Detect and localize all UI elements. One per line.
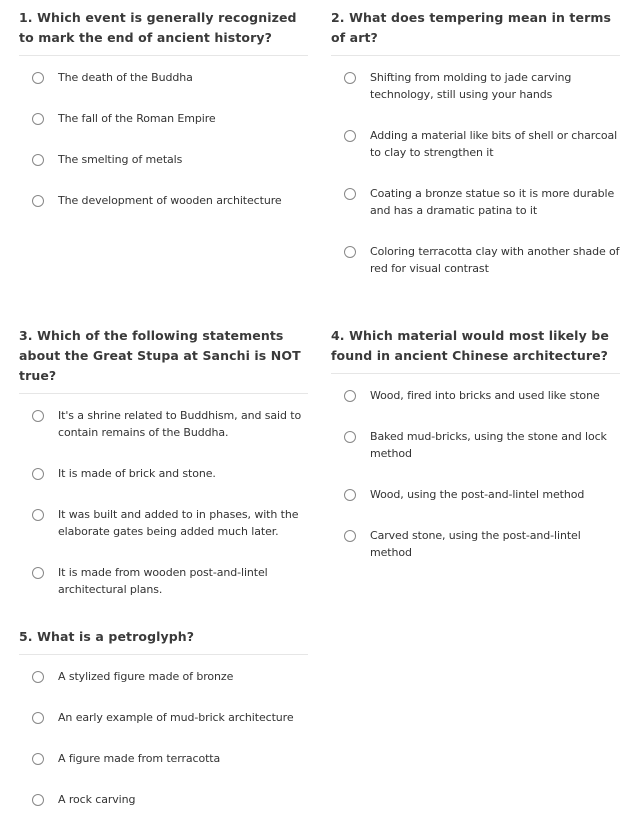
question-4-options [331, 388, 620, 561]
option-label: It is made of brick and stone. [58, 467, 216, 480]
radio-button[interactable] [344, 130, 356, 142]
option-label: The fall of the Roman Empire [58, 112, 216, 125]
option-label: An early example of mud-brick architecture [58, 711, 294, 724]
radio-button[interactable] [32, 671, 44, 683]
question-3-option-3[interactable] [19, 507, 308, 540]
option-label: Coating a bronze statue so it is more durable and has a dramatic patina to it [370, 187, 615, 217]
radio-button[interactable] [344, 390, 356, 402]
question-4-option-4[interactable] [331, 528, 620, 561]
question-5 [19, 627, 308, 833]
question-2-title: 2. What does tempering mean in terms of art? [331, 8, 620, 56]
radio-button[interactable] [32, 468, 44, 480]
radio-button[interactable] [32, 794, 44, 806]
question-1-option-4[interactable] [19, 193, 308, 209]
option-label: It was built and added to in phases, with the elaborate gates being added much later. [58, 508, 299, 538]
radio-button[interactable] [344, 72, 356, 84]
question-4-option-2[interactable] [331, 429, 620, 462]
question-5-option-1[interactable] [19, 669, 308, 685]
option-label: The development of wooden architecture [58, 194, 282, 207]
question-3-options [19, 408, 308, 598]
question-3-title: 3. Which of the following statements about the Great Stupa at Sanchi is NOT true? [19, 326, 308, 394]
question-1-option-3[interactable] [19, 152, 308, 168]
option-label: Coloring terracotta clay with another shade of red for visual contrast [370, 245, 620, 275]
radio-button[interactable] [32, 72, 44, 84]
question-4 [331, 326, 620, 586]
radio-button[interactable] [32, 113, 44, 125]
question-1-title: 1. Which event is generally recognized to mark the end of ancient history? [19, 8, 308, 56]
question-1-options [19, 70, 308, 209]
radio-button[interactable] [344, 431, 356, 443]
option-label: A rock carving [58, 793, 136, 806]
radio-button[interactable] [344, 246, 356, 258]
question-5-option-4[interactable] [19, 792, 308, 808]
option-label: Wood, fired into bricks and used like stone [370, 389, 600, 402]
question-1-option-2[interactable] [19, 111, 308, 127]
option-label: It is made from wooden post-and-lintel architectural plans. [58, 566, 268, 596]
question-2 [331, 8, 620, 302]
radio-button[interactable] [32, 195, 44, 207]
option-label: Wood, using the post-and-lintel method [370, 488, 585, 501]
radio-button[interactable] [32, 154, 44, 166]
question-5-title: 5. What is a petroglyph? [19, 627, 308, 655]
option-label: Baked mud-bricks, using the stone and lock method [370, 430, 607, 460]
question-2-options [331, 70, 620, 277]
question-2-option-3[interactable] [331, 186, 620, 219]
question-1 [19, 8, 308, 234]
radio-button[interactable] [344, 489, 356, 501]
question-2-option-4[interactable] [331, 244, 620, 277]
question-4-title: 4. Which material would most likely be found in ancient Chinese architecture? [331, 326, 620, 374]
option-label: The smelting of metals [58, 153, 183, 166]
question-5-option-3[interactable] [19, 751, 308, 767]
option-label: Carved stone, using the post-and-lintel method [370, 529, 581, 559]
option-label: Adding a material like bits of shell or charcoal to clay to strengthen it [370, 129, 618, 159]
radio-button[interactable] [344, 188, 356, 200]
option-label: Shifting from molding to jade carving technology, still using your hands [370, 71, 572, 101]
question-4-option-1[interactable] [331, 388, 620, 404]
question-5-option-2[interactable] [19, 710, 308, 726]
question-2-option-1[interactable] [331, 70, 620, 103]
question-5-options [19, 669, 308, 808]
radio-button[interactable] [344, 530, 356, 542]
option-label: It's a shrine related to Buddhism, and said to contain remains of the Buddha. [58, 409, 302, 439]
radio-button[interactable] [32, 410, 44, 422]
option-label: The death of the Buddha [58, 71, 193, 84]
question-2-option-2[interactable] [331, 128, 620, 161]
question-3-option-1[interactable] [19, 408, 308, 441]
option-label: A stylized figure made of bronze [58, 670, 234, 683]
radio-button[interactable] [32, 712, 44, 724]
radio-button[interactable] [32, 509, 44, 521]
question-4-option-3[interactable] [331, 487, 620, 503]
radio-button[interactable] [32, 567, 44, 579]
option-label: A figure made from terracotta [58, 752, 221, 765]
question-3 [19, 326, 308, 623]
question-3-option-2[interactable] [19, 466, 308, 482]
radio-button[interactable] [32, 753, 44, 765]
question-1-option-1[interactable] [19, 70, 308, 86]
question-3-option-4[interactable] [19, 565, 308, 598]
